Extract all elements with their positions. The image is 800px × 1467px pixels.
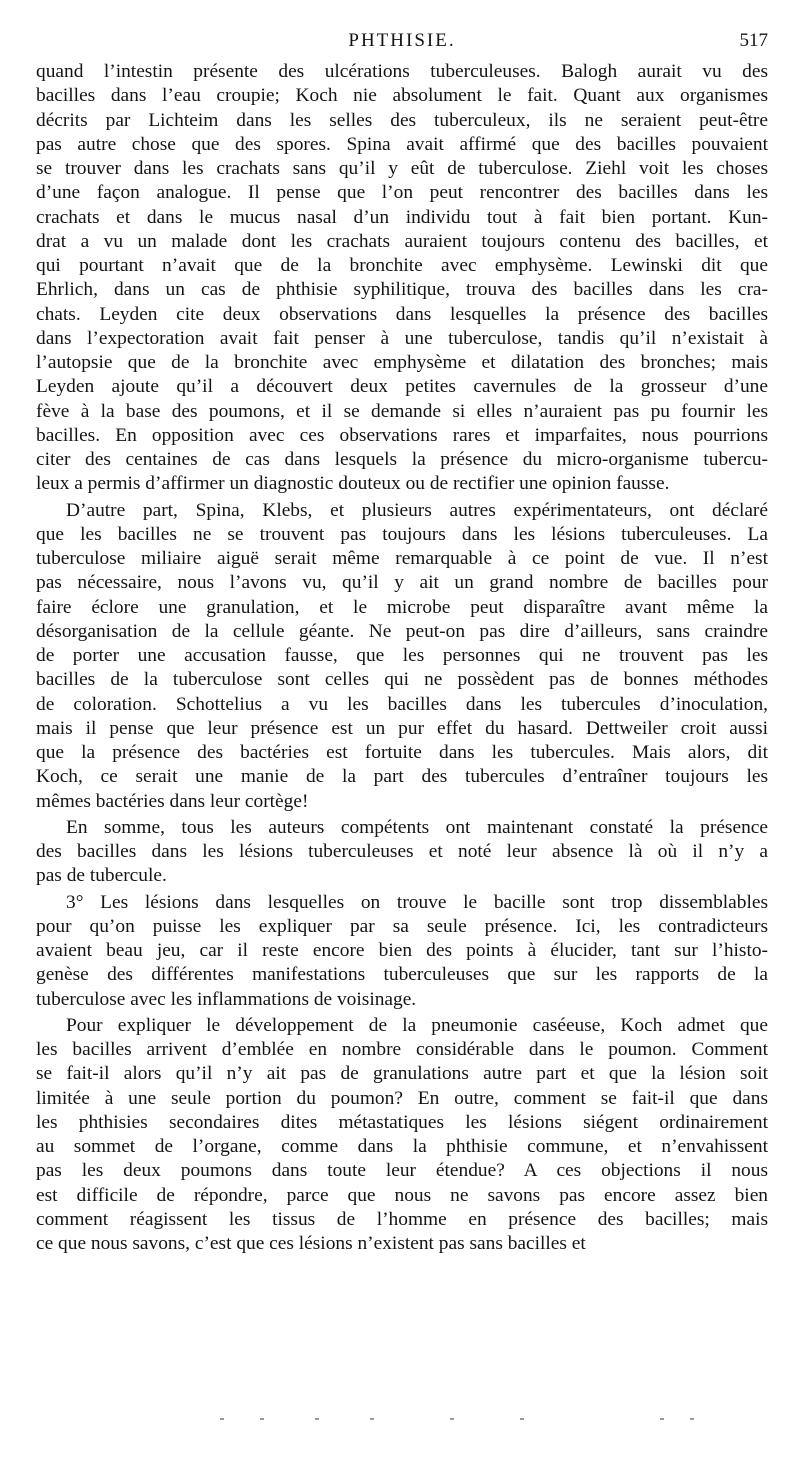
paragraph [36, 891, 768, 1012]
text-line: pas les deux poumons dans toute leur étendue? A ces objections il nous [36, 1160, 768, 1182]
text-line: comment réagissent les tissus de l’homme en présence des bacilles; mais [36, 1208, 768, 1230]
text-line: Leyden ajoute qu’il a découvert deux petites cavernules de la grosseur d’une [36, 376, 768, 398]
text-line: décrits par Lichteim dans les selles des tuberculeux, ils ne seraient peut-être [36, 109, 768, 131]
text-line: drat a vu un malade dont les crachats auraient toujours contenu des bacilles, et [36, 230, 768, 252]
text-line: dans l’expectoration avait fait penser à une tuberculose, tandis qu’il n’existait à [36, 327, 768, 349]
text-line: est difficile de répondre, parce que nous ne savons pas encore assez bien [36, 1184, 768, 1206]
text-line: crachats et dans le mucus nasal d’un individu tout à fait bien portant. Kun- [36, 206, 768, 228]
paragraph [36, 499, 768, 814]
text-line: bacilles. En opposition avec ces observations rares et imparfaites, nous pourrions [36, 424, 768, 446]
paragraph [36, 1014, 768, 1257]
text-line: mêmes bactéries dans leur cortège! [36, 790, 309, 812]
text-line: de porter une accusation fausse, que les personnes qui ne trouvent pas les [36, 645, 768, 666]
page-number: 517 [739, 30, 768, 51]
text-line: les phthisies secondaires dites métastatiques les lésions siégent ordinairement [36, 1111, 768, 1133]
text-line: des bacilles dans les lésions tuberculeuses et noté leur absence là où il n’y a [36, 841, 768, 862]
body-text [36, 60, 768, 1256]
text-line: tuberculose avec les inflammations de voisinage. [36, 988, 417, 1010]
text-line: pas autre chose que des spores. Spina avait affirmé que des bacilles pouvaient [36, 133, 768, 155]
text-line: En somme, tous les auteurs compétents ont maintenant constaté la présence [66, 816, 768, 838]
text-line: désorganisation de la cellule géante. Ne peut-on pas dire d’ailleurs, sans craindre [36, 620, 768, 642]
text-line: citer des centaines de cas dans lesquels la présence du micro-organisme tubercu- [36, 449, 768, 470]
text-line: d’une façon analogue. Il pense que l’on peut rencontrer des bacilles dans les [36, 182, 768, 204]
text-line: quand l’intestin présente des ulcérations tuberculeuses. Balogh aurait vu des [36, 61, 768, 82]
text-line: pour qu’on puisse les expliquer par sa seule présence. Ici, les contradicteurs [36, 915, 768, 937]
text-line: genèse des différentes manifestations tuberculeuses que sur les rapports de la [36, 964, 768, 986]
text-line: pas de tubercule. [36, 865, 167, 887]
text-line: Koch, ce serait une manie de la part des tubercules d’entraîner toujours les [36, 766, 768, 788]
text-line: se trouver dans les crachats sans qu’il y eût de tuberculose. Ziehl voit les choses [36, 158, 768, 179]
paragraph [36, 60, 768, 497]
text-line: leux a permis d’affirmer un diagnostic douteux ou de rectifier une opinion fausse. [36, 473, 670, 495]
running-title: PHTHISIE. [348, 30, 456, 51]
text-line: l’autopsie que de la bronchite avec emphysème et dilatation des bronches; mais [36, 352, 768, 373]
text-line: mais il pense que leur présence est un pur effet du hasard. Dettweiler croit aussi [36, 717, 768, 739]
text-line: au sommet de l’organe, comme dans la phthisie commune, et n’envahissent [36, 1136, 768, 1157]
text-line: Pour expliquer le développement de la pneumonie caséeuse, Koch admet que [66, 1014, 768, 1036]
text-line: fève à la base des poumons, et il se demande si elles n’auraient pas pu fournir les [36, 400, 768, 422]
paragraph [36, 816, 768, 889]
text-line: limitée à une seule portion du poumon? En outre, comment se fait-il que dans [36, 1087, 768, 1109]
text-line: D’autre part, Spina, Klebs, et plusieurs autres expérimentateurs, ont déclaré [66, 499, 768, 521]
text-line: les bacilles arrivent d’emblée en nombre considérable dans le poumon. Comment [36, 1039, 768, 1060]
text-line: ce que nous savons, c’est que ces lésions n’existent pas sans bacilles et [36, 1233, 586, 1254]
text-line: que la présence des bactéries est fortuite dans les tubercules. Mais alors, dit [36, 742, 768, 763]
text-line: pas nécessaire, nous l’avons vu, qu’il y ait un grand nombre de bacilles pour [36, 572, 768, 594]
text-line: bacilles dans l’eau croupie; Koch nie absolument le fait. Quant aux organismes [36, 85, 768, 107]
text-line: de coloration. Schottelius a vu les bacilles dans les tubercules d’inoculation, [36, 693, 768, 715]
text-line: Ehrlich, dans un cas de phthisie syphilitique, trouva des bacilles dans les cra- [36, 279, 768, 301]
text-line: faire éclore une granulation, et le microbe peut disparaître avant même la [36, 596, 768, 618]
text-line: que les bacilles ne se trouvent pas toujours dans les lésions tuberculeuses. La [36, 523, 768, 545]
text-line: 3° Les lésions dans lesquelles on trouve le bacille sont trop dissemblables [66, 891, 768, 913]
text-line: bacilles de la tuberculose sont celles qui ne possèdent pas de bonnes méthodes [36, 669, 768, 691]
text-line: qui pourtant n’avait que de la bronchite avec emphysème. Lewinski dit que [36, 255, 768, 276]
text-line: chats. Leyden cite deux observations dans lesquelles la présence des bacilles [36, 303, 768, 325]
text-line: tuberculose miliaire aiguë serait même remarquable à ce point de vue. Il n’est [36, 548, 768, 569]
text-line: avaient beau jeu, car il reste encore bien des points à élucider, tant sur l’histo- [36, 940, 768, 961]
text-line: se fait-il alors qu’il n’y ait pas de granulations autre part et que la lésion soit [36, 1063, 768, 1085]
print-specks [220, 1418, 720, 1430]
running-head [36, 30, 768, 54]
